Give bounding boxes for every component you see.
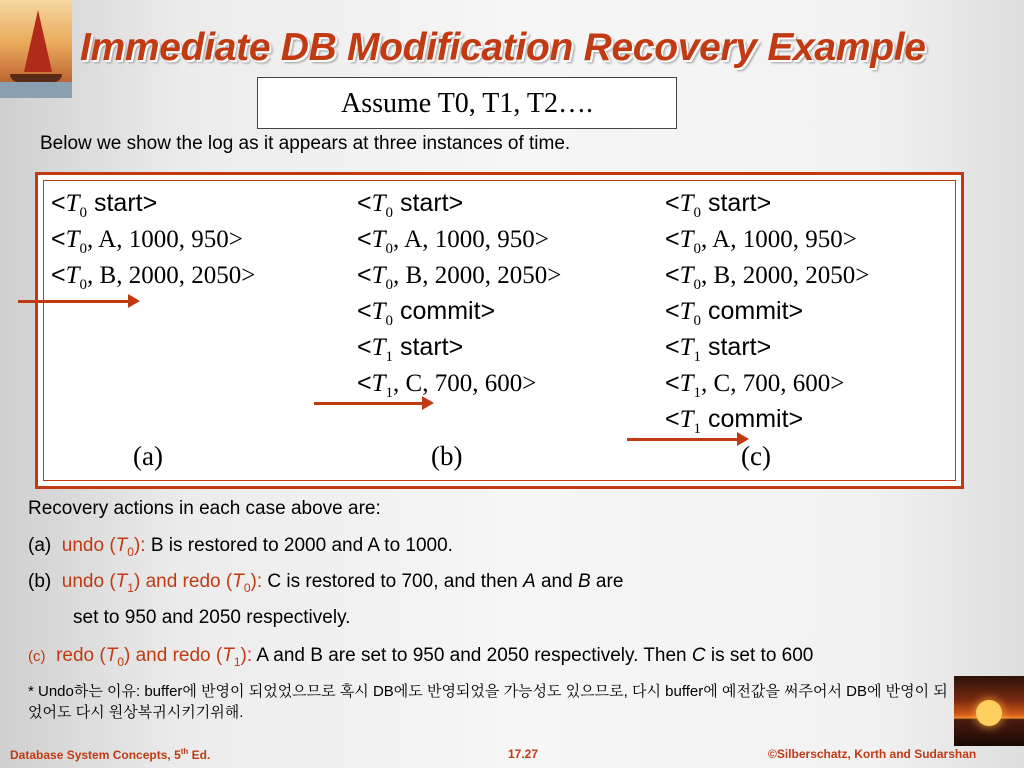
arrow-right-icon — [314, 402, 430, 405]
log-entry-t0-b: $<T_0$, B, 2000, 2050> — [665, 261, 870, 293]
log-entry-t1-c: $<T_1$, C, 700, 600> — [665, 369, 845, 401]
recovery-case-a: (a) undo $(T_0)$: B is restored to 2000 and A to 1000. — [28, 535, 453, 559]
footer-book-title: Database System Concepts, 5th Ed. — [10, 747, 211, 762]
log-entry-t1-start: $<T_1$ start> — [665, 333, 772, 365]
sunset-image — [954, 676, 1024, 746]
log-entry-t1-c: $<T_1$, C, 700, 600> — [357, 369, 537, 401]
caption-b: (b) — [431, 441, 463, 471]
korean-note: * Undo하는 이유: buffer에 반영이 되었었으므로 혹시 DB에도 반영되었을 가능성도 있으므로, 다시 buffer에 예전값을 써주어서 DB에 반영이 되었어도 다시 원상복귀시키기위해. — [28, 683, 948, 721]
log-entry-t0-commit: $<T_0$ commit> — [357, 297, 496, 329]
footer-page-number: 17.27 — [508, 747, 539, 761]
log-figure — [35, 172, 964, 489]
log-entry-t0-b: $<T_0$, B, 2000, 2050> — [51, 261, 256, 293]
slide-title: Immediate DB Modification Recovery Example — [80, 26, 926, 69]
log-entry-t0-b: $<T_0$, B, 2000, 2050> — [357, 261, 562, 293]
log-entry-t0-start: $<T_0$ start> — [665, 189, 772, 221]
log-entry-t1-start: $<T_1$ start> — [357, 333, 464, 365]
recovery-case-c: (c) redo $(T_0)$ and redo $(T_1)$: A and B are set to 950 and 2050 respectively. Then C is set to 600 — [28, 645, 814, 669]
log-entry-t0-a: $<T_0$, A, 1000, 950> — [665, 225, 857, 257]
log-entry-t0-a: $<T_0$, A, 1000, 950> — [357, 225, 549, 257]
recovery-case-b: (b) undo $(T_1)$ and redo $(T_0)$: C is restored to 700, and then A and B are — [28, 571, 624, 595]
log-entry-t0-start: $<T_0$ start> — [357, 189, 464, 221]
arrow-right-icon — [627, 438, 745, 441]
intro-text: Below we show the log as it appears at three instances of time. — [40, 133, 571, 154]
footer-copyright: ©Silberschatz, Korth and Sudarshan — [768, 747, 977, 761]
arrow-right-icon — [18, 300, 136, 303]
recovery-case-b-continued: set to 950 and 2050 respectively. — [73, 607, 351, 628]
log-entry-t0-commit: $<T_0$ commit> — [665, 297, 804, 329]
sailboat-logo-image — [0, 0, 72, 98]
caption-c: (c) — [741, 441, 771, 471]
recovery-heading: Recovery actions in each case above are: — [28, 498, 381, 519]
log-entry-t0-a: $<T_0$, A, 1000, 950> — [51, 225, 243, 257]
assume-box: Assume T0, T1, T2…. — [257, 77, 677, 129]
log-entry-t0-start: $<T_0$ start> — [51, 189, 158, 221]
caption-a: (a) — [133, 441, 163, 471]
log-entry-t1-commit: $<T_1$ commit> — [665, 405, 804, 437]
